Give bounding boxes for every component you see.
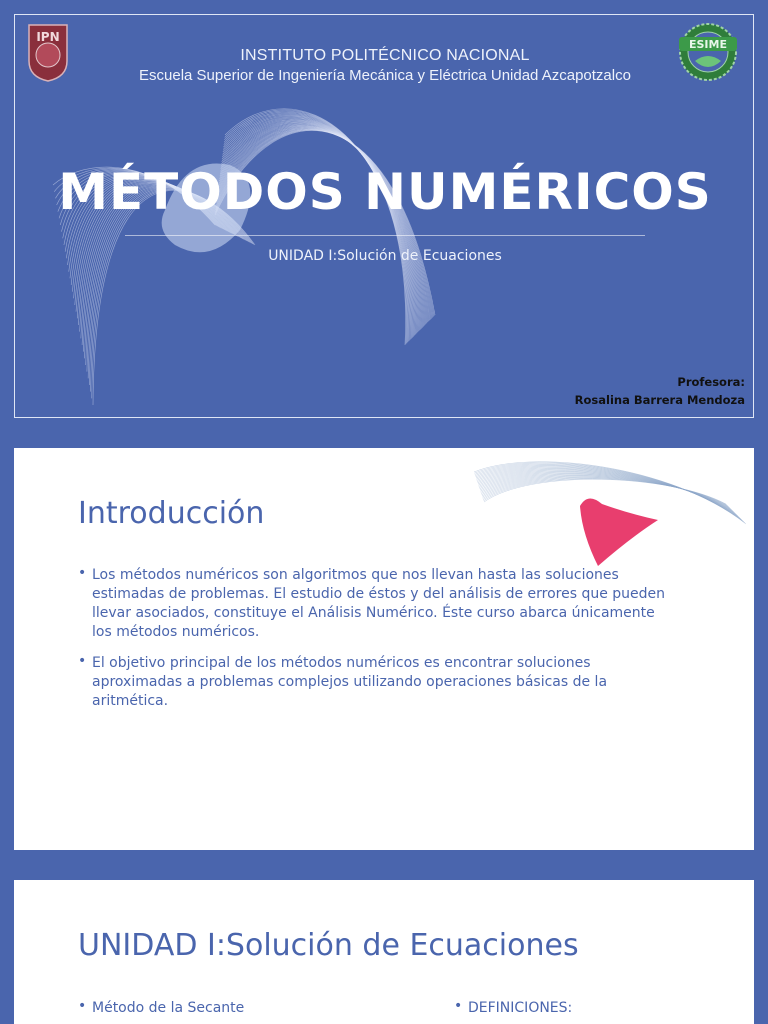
bullet-icon: • [78,653,87,669]
surface-heart-art [470,454,750,569]
list-item: • El objetivo principal de los métodos numéricos es encontrar soluciones aproximadas a problemas complejos utilizando operaciones básicas de la aritmética. [78,653,608,709]
institute-name: INSTITUTO POLITÉCNICO NACIONAL [240,47,530,64]
title-divider [125,235,645,236]
professor-label: Profesora: [677,375,745,389]
list-item: • Método de la Secante [78,998,245,1016]
list-item: • Los métodos numéricos son algoritmos que nos llevan hasta las soluciones estimadas de problemas. El estudio de éstos y del análisis de errores que pueden llevar asociados, constituye el Análisis Numérico. Éste curso abarca únicamente los métodos numéricos. [78,565,666,640]
bullet-icon: • [78,998,87,1014]
list-item: • DEFINICIONES: [454,998,573,1016]
unit-slide [14,880,754,1024]
intro-slide [14,448,754,850]
bullet-icon: • [78,565,87,581]
professor-name: Rosalina Barrera Mendoza [574,393,745,407]
slide-subtitle: UNIDAD I:Solución de Ecuaciones [268,248,502,264]
bullet-icon: • [454,998,463,1014]
slide-title: MÉTODOS NUMÉRICOS [58,163,712,221]
intro-bullet-list [78,566,678,723]
svg-text:IPN: IPN [36,30,60,44]
svg-text:ESIME: ESIME [689,38,727,51]
title-slide [14,14,754,418]
school-name: Escuela Superior de Ingeniería Mecánica y Eléctrica Unidad Azcapotzalco [139,67,631,84]
unit-heading: UNIDAD I:Solución de Ecuaciones [78,928,579,963]
intro-heading: Introducción [78,496,265,531]
